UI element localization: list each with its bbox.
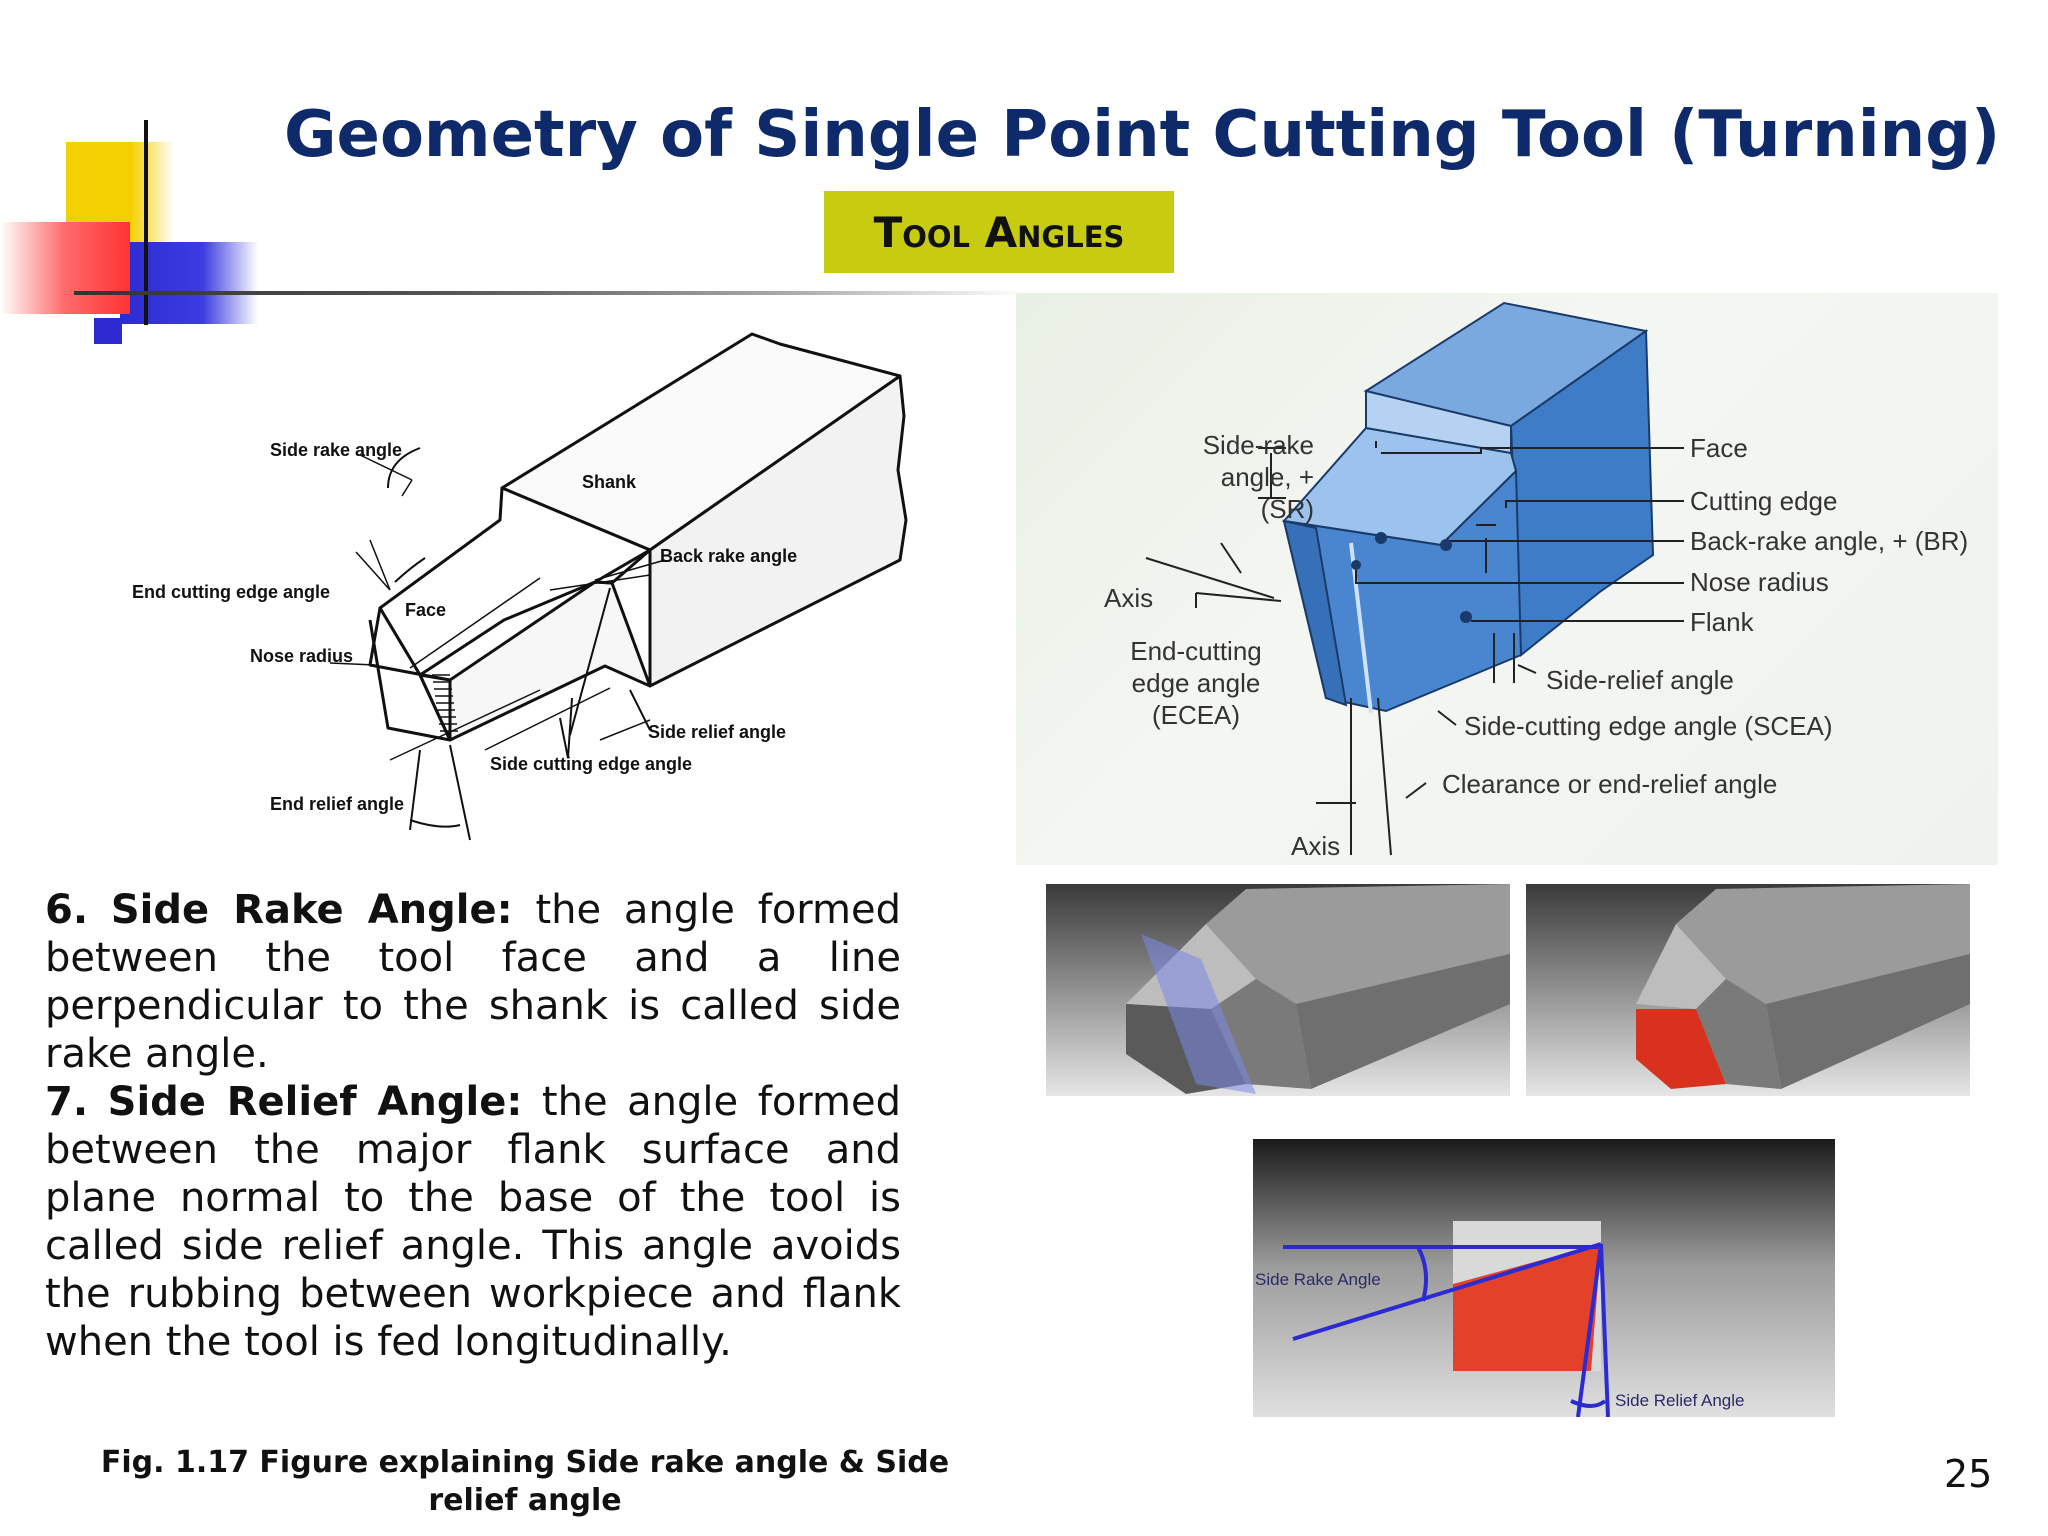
definition-number: 7. xyxy=(45,1079,89,1125)
blue-tool-figure xyxy=(1016,293,1998,865)
tool-sketch-figure xyxy=(120,320,940,860)
decor-blue-square xyxy=(120,242,258,324)
definition-side-rake xyxy=(45,886,901,1078)
decor-red-square xyxy=(0,222,130,314)
sketch-label-side-rake: Side rake angle xyxy=(270,440,403,460)
render-side-relief-flank xyxy=(1526,884,1970,1096)
blue-label-clearance: Clearance or end-relief angle xyxy=(1442,769,1778,799)
blue-label-axis-left: Axis xyxy=(1104,583,1154,613)
render-angle-diagram xyxy=(1253,1139,1835,1417)
blue-label-side-rake-2: angle, + (SR) xyxy=(1220,462,1314,524)
definition-body: the angle formed between the tool face and a line perpendicular to the shank is called side rake angle. xyxy=(45,887,902,1077)
sketch-label-side-relief: Side relief angle xyxy=(648,722,787,742)
sketch-label-back-rake: Back rake angle xyxy=(660,546,798,566)
figure-caption: Fig. 1.17 Figure explaining Side rake angle & Side relief angle xyxy=(100,1445,950,1518)
blue-label-face: Face xyxy=(1690,433,1748,463)
blue-label-ecea-3: (ECEA) xyxy=(1151,700,1241,730)
render-side-rake-plane xyxy=(1046,884,1510,1096)
sketch-label-end-cutting-edge: End cutting edge angle xyxy=(132,582,331,602)
blue-label-nose-radius: Nose radius xyxy=(1690,567,1829,597)
blue-label-cutting-edge: Cutting edge xyxy=(1690,486,1838,516)
definition-term: Side Relief Angle: xyxy=(107,1079,523,1125)
blue-label-back-rake: Back-rake angle, + (BR) xyxy=(1690,526,1969,556)
blue-label-ecea-1: End-cutting xyxy=(1130,636,1262,666)
definition-side-relief xyxy=(45,1078,901,1366)
sketch-label-side-cutting-edge: Side cutting edge angle xyxy=(490,754,693,774)
blue-label-scea: Side-cutting edge angle (SCEA) xyxy=(1464,711,1833,741)
definitions-text xyxy=(45,886,901,1366)
definition-body: the angle formed between the major flank surface and plane normal to the base of the tool is called side relief angle. This angle avoids the rubbing between workpiece and flank when the tool is fed longitudinally. xyxy=(45,1079,902,1365)
blue-label-flank: Flank xyxy=(1690,607,1754,637)
page-number: 25 xyxy=(1944,1452,1993,1496)
render-label-side-relief: Side Relief Angle xyxy=(1615,1391,1745,1410)
slide-title: Geometry of Single Point Cutting Tool (Turning) xyxy=(284,98,2001,172)
definition-term: Side Rake Angle: xyxy=(110,887,513,933)
sketch-label-shank: Shank xyxy=(582,472,637,492)
blue-label-side-relief: Side-relief angle xyxy=(1546,665,1734,695)
sketch-label-face: Face xyxy=(405,600,447,620)
blue-label-axis-bottom: Axis xyxy=(1291,831,1341,861)
sketch-label-nose-radius: Nose radius xyxy=(250,646,354,666)
blue-label-side-rake-1: Side-rake xyxy=(1202,430,1314,460)
slide-subtitle: Tool Angles xyxy=(824,191,1174,273)
render-label-side-rake: Side Rake Angle xyxy=(1255,1270,1381,1289)
blue-label-ecea-2: edge angle xyxy=(1131,668,1261,698)
sketch-label-end-relief: End relief angle xyxy=(270,794,405,814)
decor-horizontal-rule xyxy=(74,291,1024,295)
definition-number: 6. xyxy=(45,887,89,933)
decor-blue-small xyxy=(94,318,122,344)
